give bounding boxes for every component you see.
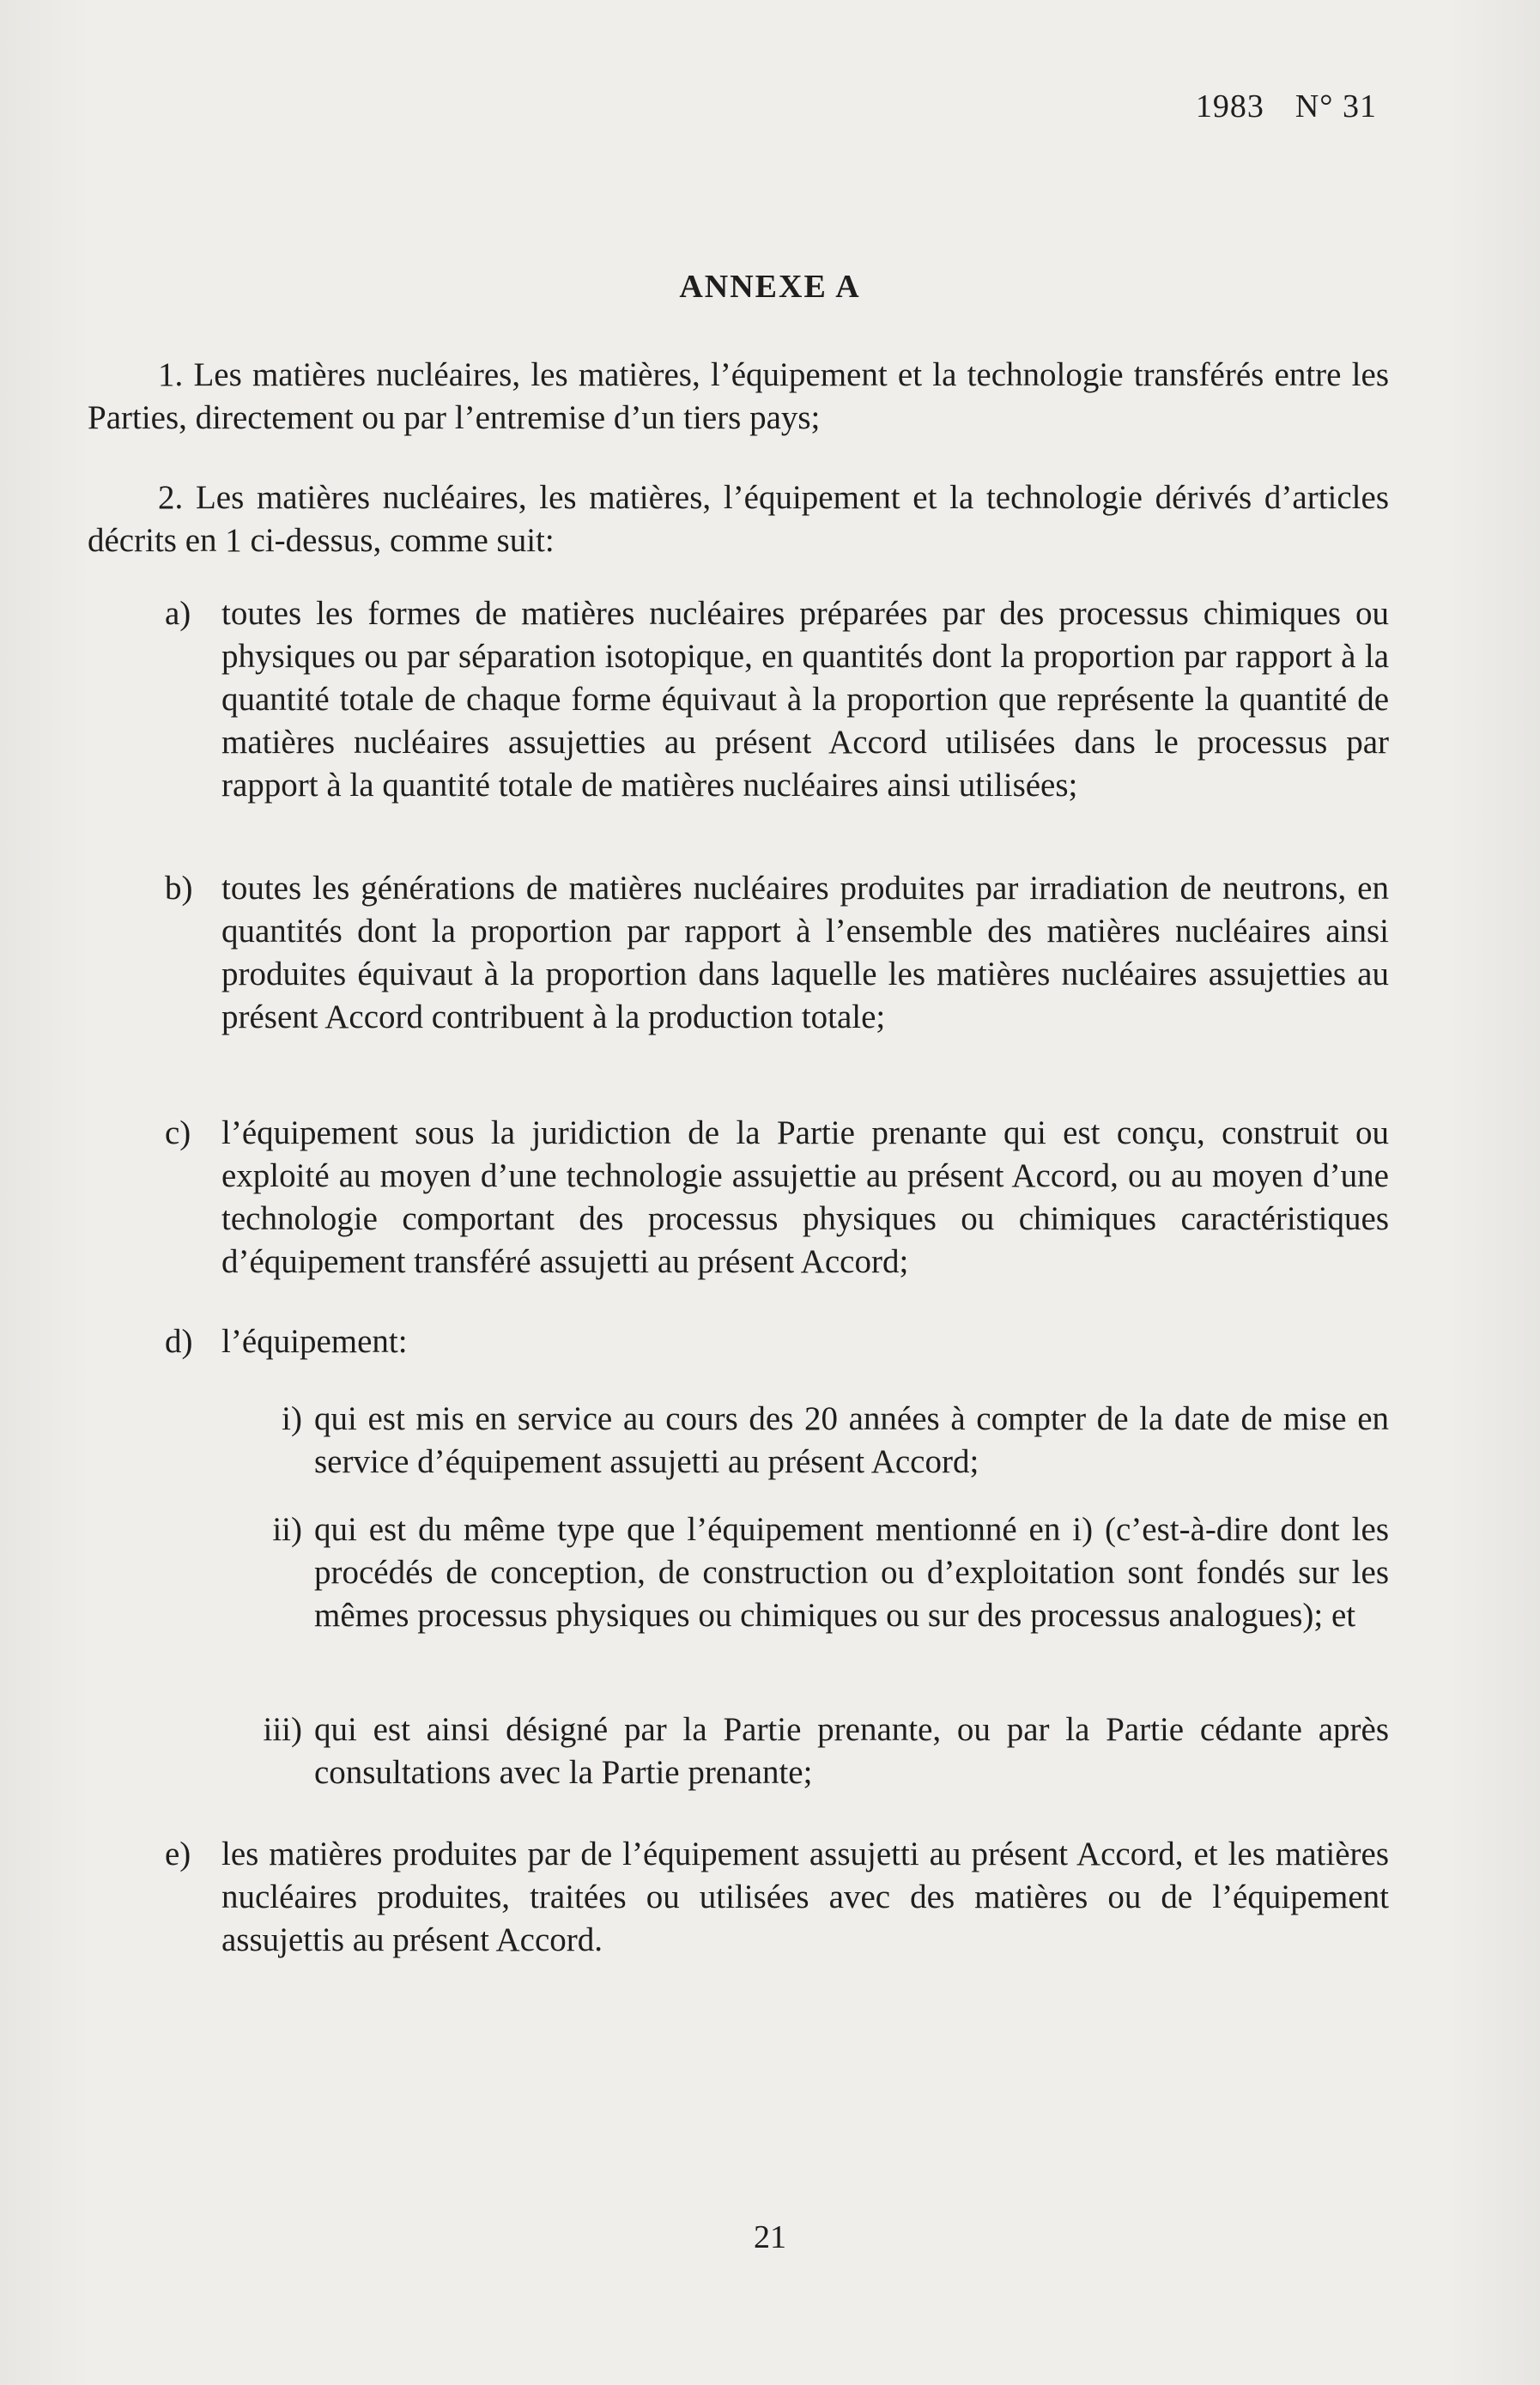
sub-item-ii <box>233 1508 1389 1637</box>
header-year: 1983 <box>1195 88 1264 124</box>
paragraph-2: 2. Les matières nucléaires, les matières, l’équipement et la technologie dérivés d’articles décrits en 1 ci-dessus, comme suit: <box>88 479 1389 559</box>
sub-item-label: i) <box>282 1400 302 1437</box>
list-item-text: l’équipement: <box>221 1323 408 1360</box>
list-item-a <box>165 592 1389 807</box>
list-item-text: toutes les formes de matières nucléaires préparées par des processus chimiques ou physiques ou par séparation isotopique, en quantités dont la proportion par rapport à la quantité totale de chaque forme équivaut à la proportion que représente la quantité de matières nucléaires assujetties au présent Accord utilisées dans le processus par rapport à la quantité totale de matières nucléaires ainsi utilisées; <box>221 595 1389 804</box>
list-item-label: d) <box>165 1323 193 1360</box>
sub-item-text: qui est ainsi désigné par la Partie prenante, ou par la Partie cédante après consultations avec la Partie prenante; <box>314 1711 1389 1791</box>
list-item-label: c) <box>165 1114 191 1151</box>
sub-item-text: qui est du même type que l’équipement mentionné en i) (c’est-à-dire dont les procédés de conception, de construction ou d’exploitation sont fondés sur les mêmes processus physiques ou chimiques ou sur des processus analogues); et <box>314 1511 1389 1634</box>
list-item-e <box>165 1833 1389 1962</box>
list-item-text: toutes les générations de matières nucléaires produites par irradiation de neutrons, en quantités dont la proportion par rapport à l’ensemble des matières nucléaires ainsi produites équivaut à la proportion dans laquelle les matières nucléaires assujetties au présent Accord contribuent à la production totale; <box>221 870 1389 1035</box>
page-header <box>1196 88 1377 125</box>
sub-item-label: ii) <box>272 1511 302 1548</box>
page-number: 21 <box>754 2219 786 2255</box>
list-item-text: les matières produites par de l’équipement assujetti au présent Accord, et les matières nucléaires produites, traitées ou utilisées avec des matières ou de l’équipement assujettis au présent Accord. <box>221 1836 1389 1958</box>
list-item-label: e) <box>165 1836 191 1872</box>
sub-item-i <box>233 1398 1389 1484</box>
list-item-text: l’équipement sous la juridiction de la Partie prenante qui est conçu, construit ou exploité au moyen d’une technologie assujettie au présent Accord, ou au moyen d’une technologie comportant des processus physiques ou chimiques caractéristiques d’équipement transféré assujetti au présent Accord; <box>221 1114 1389 1280</box>
list-item-b <box>165 867 1389 1039</box>
header-number: N° 31 <box>1294 88 1377 124</box>
list-item-d <box>165 1320 1389 1363</box>
annex-title: ANNEXE A <box>679 269 861 305</box>
sub-item-label: iii) <box>263 1711 302 1748</box>
list-item-c <box>165 1112 1389 1284</box>
sub-item-iii <box>233 1708 1389 1794</box>
sub-item-text: qui est mis en service au cours des 20 années à compter de la date de mise en service d’équipement assujetti au présent Accord; <box>314 1400 1389 1480</box>
list-item-label: a) <box>165 595 191 632</box>
paragraph-1: 1. Les matières nucléaires, les matières, l’équipement et la technologie transférés entre les Parties, directement ou par l’entremise d’un tiers pays; <box>88 356 1389 436</box>
list-item-label: b) <box>165 870 193 907</box>
